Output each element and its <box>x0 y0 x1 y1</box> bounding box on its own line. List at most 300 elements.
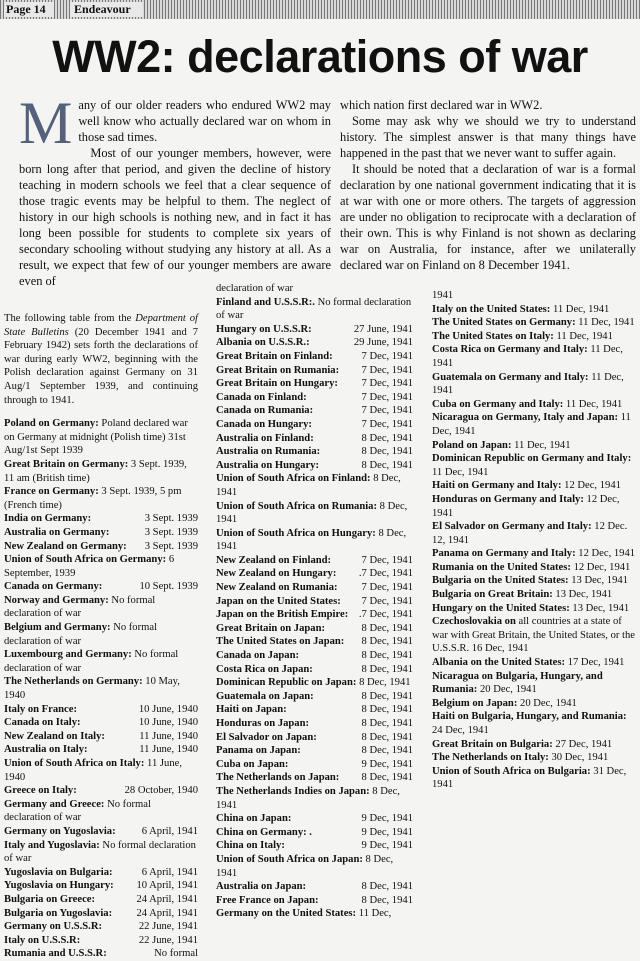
declaration-parties: Rumania and U.S.S.R: <box>4 948 107 960</box>
declaration-parties: Belgium on Japan: <box>432 697 518 709</box>
declaration-date: Poland declared war on Germany at midnight (Polish time) 31st Aug/1st Sept 1939 <box>4 418 188 457</box>
declaration-parties: The United States on Germany: <box>432 317 576 329</box>
declaration-date: all countries at a state of war with Great Britain, the United States, or the U.S.S.R. 16 Dec, 1941 <box>432 616 635 655</box>
declaration-date: 12 Dec, 1941 <box>432 493 620 519</box>
declaration-parties: The Netherlands on Italy: <box>432 752 549 764</box>
declaration-parties: India on Germany: <box>4 513 92 525</box>
declaration-parties: China on Germany: . <box>216 826 312 838</box>
declaration-date: No formal declaration of war <box>4 649 179 674</box>
declaration-entry <box>216 391 413 405</box>
article-title: WW2: declarations of war <box>52 31 588 82</box>
declaration-entry <box>216 907 413 921</box>
declaration-date: 9 Dec, 1941 <box>361 826 413 838</box>
declaration-parties: The Netherlands on Japan: <box>216 772 340 784</box>
declaration-entry <box>4 743 198 757</box>
declaration-parties: Germany on Yugoslavia: <box>4 825 116 837</box>
declaration-parties: El Salvador on Germany and Italy: <box>432 521 592 533</box>
declaration-entry <box>432 371 637 398</box>
declaration-entry <box>216 676 413 690</box>
declarations-list-2 <box>216 296 413 921</box>
declaration-entry <box>216 377 413 391</box>
declaration-date: 8 Dec, 1941 <box>361 894 413 906</box>
declaration-entry <box>4 594 198 621</box>
declaration-date: 8 Dec, 1941 <box>361 459 413 471</box>
declaration-date: 7 Dec, 1941 <box>361 364 413 376</box>
declaration-entry <box>432 656 637 670</box>
declaration-date: 7 Dec, 1941 <box>361 378 413 390</box>
declaration-entry <box>4 703 198 717</box>
intro-paragraph-4: Some may ask why we should we try to understand history. The simplest answer is that many things have happened in the past that we never want to suffer again. <box>340 114 636 160</box>
declaration-date: 9 Dec, 1941 <box>361 813 413 825</box>
declaration-parties: Poland on Japan: <box>432 439 512 451</box>
table-column-1 <box>4 312 198 961</box>
declaration-date: 8 Dec, 1941 <box>216 473 401 498</box>
declaration-entry <box>216 853 413 880</box>
declaration-entry <box>216 826 413 840</box>
declaration-date: 8 Dec, 1941 <box>361 690 413 702</box>
declaration-parties: Hungary on U.S.S.R: <box>216 323 312 335</box>
declaration-parties: Australia on Japan: <box>216 881 307 893</box>
declaration-parties: Guatemala on Germany and Italy: <box>432 371 589 383</box>
declaration-date: 8 Dec, 1941 <box>361 718 413 729</box>
declaration-date: 8 Dec, 1941 <box>361 650 413 662</box>
declaration-date: 28 October, 1940 <box>124 785 198 797</box>
declaration-entry <box>216 595 413 609</box>
declaration-parties: Greece on Italy: <box>4 785 77 797</box>
declaration-parties: Luxembourg and Germany: <box>4 649 132 661</box>
declaration-date: 12 Dec, 1941 <box>573 561 631 573</box>
declaration-entry <box>216 703 413 717</box>
declaration-parties: Australia on Germany: <box>4 526 110 538</box>
declaration-parties: Belgium and Germany: <box>4 622 111 634</box>
declaration-parties: China on Italy: <box>216 840 285 852</box>
declaration-parties: Australia on Italy: <box>4 744 88 756</box>
declaration-entry <box>216 418 413 432</box>
declaration-entry <box>216 880 413 894</box>
declaration-entry <box>432 439 637 453</box>
declaration-parties: Italy on U.S.S.R: <box>4 934 81 946</box>
declaration-parties: Bulgaria on the United States: <box>432 575 569 587</box>
declaration-date: 24 April, 1941 <box>136 893 198 905</box>
declaration-entry <box>4 417 198 458</box>
page-number: Page 14 <box>4 2 54 17</box>
declaration-date: 10 Sept. 1939 <box>139 581 198 593</box>
declaration-parties: New Zealand on Italy: <box>4 730 105 742</box>
declaration-entry <box>216 731 413 745</box>
intro-paragraph-1: any of our older readers who endured WW2 may well know who actually declared war on whom in those sad times. <box>78 98 331 144</box>
declaration-parties: The Netherlands on Germany: <box>4 676 143 688</box>
declaration-parties: Albania on U.S.S.R.: <box>216 337 310 349</box>
intro-paragraph-5: It should be noted that a declaration of war is a formal declaration by one national government indicating that it is at war with one or more others. The targets of aggression are under no obligation to reciprocate with a declaration of their own. This is why Finland is not shown as declaring war on Australia, for instance, after we unilaterally declared war on Finland on 8 December 1941. <box>340 162 636 272</box>
declaration-entry <box>216 663 413 677</box>
declaration-parties: Panama on Japan: <box>216 745 301 757</box>
declaration-parties: Japan on the British Empire: <box>216 609 349 621</box>
declaration-date: 8 Dec, 1941 <box>361 636 413 648</box>
declaration-parties: Australia on Hungary: <box>216 459 320 471</box>
declaration-parties: Bulgaria on Great Britain: <box>432 589 553 601</box>
declaration-entry <box>216 608 413 622</box>
declaration-date: 3 Sept. 1939, 5 pm (French time) <box>4 486 182 511</box>
declaration-parties: Union of South Africa on Japan: <box>216 853 363 865</box>
continued-text: 1941 <box>432 290 454 301</box>
declaration-entry <box>216 364 413 378</box>
declaration-entry <box>4 675 198 702</box>
declaration-entry <box>216 527 413 554</box>
declaration-entry <box>216 554 413 568</box>
declaration-parties: Italy on France: <box>4 703 77 715</box>
declaration-parties: Yugoslavia on Hungary: <box>4 880 114 892</box>
declaration-entry <box>432 710 637 737</box>
declaration-date: 27 Dec, 1941 <box>555 738 613 750</box>
declaration-entry <box>216 581 413 595</box>
declaration-entry <box>216 771 413 785</box>
declaration-date: 29 June, 1941 <box>353 337 413 349</box>
declaration-parties: Haiti on Japan: <box>216 704 287 716</box>
declaration-entry <box>432 343 637 370</box>
declaration-date: 6 April, 1941 <box>141 866 198 878</box>
declaration-parties: France on Germany: <box>4 486 99 498</box>
declaration-date: 7 Dec, 1941 <box>361 391 413 403</box>
declaration-date: 6 September, 1939 <box>4 554 175 579</box>
declaration-parties: Bulgaria on Greece: <box>4 893 96 905</box>
declaration-date: 11 Dec, 1941 <box>432 371 624 397</box>
declaration-parties: Great Britain on Japan: <box>216 622 325 634</box>
declaration-date: 7 Dec, 1941 <box>361 554 413 566</box>
declaration-parties: Great Britain on Finland: <box>216 350 333 362</box>
declaration-parties: Guatemala on Japan: <box>216 690 314 702</box>
declaration-parties: Canada on Finland: <box>216 391 307 403</box>
declaration-entry <box>4 907 198 921</box>
declarations-list-1 <box>4 417 198 961</box>
declaration-parties: Great Britain on Bulgaria: <box>432 738 553 750</box>
declaration-date: 8 Dec, 1941 <box>361 432 413 444</box>
declaration-entry <box>4 825 198 839</box>
declaration-entry <box>216 445 413 459</box>
declaration-parties: Great Britain on Germany: <box>4 458 129 470</box>
declaration-entry <box>432 697 637 711</box>
declaration-date: No formal declaration of war <box>4 798 151 824</box>
declaration-parties: Haiti on Germany and Italy: <box>432 480 562 492</box>
declaration-entry <box>216 296 413 323</box>
declaration-parties: Nicaragua on Bulgaria, Hungary, and Rumania: <box>432 670 603 696</box>
declaration-parties: Yugoslavia on Bulgaria: <box>4 866 113 878</box>
declaration-parties: Australia on Finland: <box>216 432 314 444</box>
declaration-date: 27 June, 1941 <box>353 323 413 335</box>
intro-right-column <box>340 97 636 273</box>
declaration-parties: Honduras on Japan: <box>216 718 310 729</box>
declaration-entry <box>432 330 637 344</box>
declaration-date: 13 Dec, 1941 <box>572 602 630 614</box>
declaration-date: 3 Sept. 1939, 11 am (British time) <box>4 458 187 484</box>
declaration-entry <box>4 934 198 948</box>
intro-left-column <box>19 90 331 289</box>
declaration-date: 11 Dec, 1941 <box>432 466 489 478</box>
declaration-date: 8 Dec, 1941 <box>216 853 394 879</box>
declaration-date: 8 Dec, 1941 <box>216 500 408 526</box>
declaration-parties: Union of South Africa on Rumania: <box>216 500 377 512</box>
declaration-parties: The United States on Japan: <box>216 636 345 648</box>
declaration-entry <box>4 947 198 961</box>
declaration-date: 22 June, 1941 <box>138 934 198 946</box>
declaration-entry <box>432 520 637 547</box>
declaration-entry <box>4 553 198 580</box>
declaration-parties: Union of South Africa on Germany: <box>4 554 167 566</box>
declaration-entry <box>216 472 413 499</box>
declaration-date: 10 May, 1940 <box>4 676 180 702</box>
declaration-date: 11 Dec, <box>358 908 392 920</box>
declaration-date: 24 Dec, 1941 <box>432 725 489 736</box>
declaration-entry <box>432 588 637 602</box>
declaration-parties: The United States on Italy: <box>432 330 554 342</box>
declaration-date: 11 Dec, 1941 <box>514 439 571 451</box>
declaration-parties: Rumania on the United States: <box>432 561 571 573</box>
declaration-entry <box>432 615 637 656</box>
declaration-date: 8 Dec, 1941 <box>361 704 413 716</box>
declaration-date: 13 Dec, 1941 <box>555 589 613 601</box>
declaration-entry <box>216 785 413 812</box>
declaration-parties: Union of South Africa on Italy: <box>4 758 145 769</box>
declaration-parties: The Netherlands Indies on Japan: <box>216 785 370 797</box>
declaration-date: No formal declaration of war <box>216 296 412 322</box>
declaration-parties: Dominican Republic on Japan: <box>216 677 357 689</box>
declaration-entry <box>216 336 413 350</box>
declaration-entry <box>216 649 413 663</box>
declaration-date: 7 Dec, 1941 <box>361 405 413 417</box>
intro-paragraph-2: Most of our younger members, however, were born long after that period, and given the decline of history teaching in modern schools we feel that a clear sequence of those tragic events may be helpful to them. The neglect of history in our high schools is nothing new, and in fact it has long been possible for students to complete six years of secondary schooling without studying any history at all. As a result, we expect that few of our younger members are aware even of <box>19 146 331 288</box>
declaration-date: 10 April, 1941 <box>136 880 198 892</box>
intro-paragraph-3: which nation first declared war in WW2. <box>340 98 543 112</box>
declaration-parties: Canada on Rumania: <box>216 405 314 417</box>
declaration-date: 8 Dec, 1941 <box>216 785 400 811</box>
declarations-list-3 <box>432 303 637 792</box>
declaration-entry <box>4 893 198 907</box>
declaration-date: 30 Dec, 1941 <box>551 752 609 764</box>
declaration-entry <box>216 839 413 853</box>
declaration-entry <box>432 765 637 792</box>
declaration-date: 11 Dec, 1941 <box>565 398 623 410</box>
declaration-entry <box>216 758 413 772</box>
declaration-date: 8 Dec, 1941 <box>359 677 411 689</box>
declaration-parties: Germany on the United States: <box>216 908 357 920</box>
declaration-date: 8 Dec, 1941 <box>361 622 413 634</box>
declaration-date: 3 Sept. 1939 <box>144 540 198 552</box>
declaration-parties: New Zealand on Finland: <box>216 554 332 566</box>
declaration-parties: Italy on the United States: <box>432 303 551 315</box>
declaration-entry <box>432 561 637 575</box>
declaration-parties: New Zealand on Rumania: <box>216 582 338 594</box>
declaration-date: 8 Dec, 1941 <box>216 527 407 553</box>
declaration-entry <box>432 574 637 588</box>
drop-cap: M <box>19 90 73 156</box>
source-title: Department of State Bulletins <box>4 313 199 338</box>
declaration-date: 3 Sept. 1939 <box>144 526 198 538</box>
declaration-date: 20 Dec, 1941 <box>479 684 537 696</box>
declaration-parties: Great Britain on Rumania: <box>216 364 340 376</box>
declaration-entry <box>4 866 198 880</box>
declaration-parties: New Zealand on Germany: <box>4 540 127 552</box>
declaration-entry <box>4 580 198 594</box>
declaration-entry <box>4 730 198 744</box>
declaration-date: 8 Dec, 1941 <box>361 745 413 757</box>
declaration-date: 12 Dec, 1941 <box>578 548 636 560</box>
declaration-entry <box>432 303 637 317</box>
declaration-entry <box>216 500 413 527</box>
declaration-date: 8 Dec, 1941 <box>361 772 413 784</box>
declaration-date: No formal declaration of war <box>4 839 196 865</box>
declaration-date: 17 Dec, 1941 <box>567 657 625 669</box>
declaration-entry <box>432 398 637 412</box>
declaration-parties: Albania on the United States: <box>432 657 566 669</box>
declaration-entry <box>432 751 637 765</box>
declaration-entry <box>432 738 637 752</box>
declaration-entry <box>4 540 198 554</box>
declaration-parties: Haiti on Bulgaria, Hungary, and Rumania: <box>432 711 627 723</box>
declaration-entry <box>432 547 637 561</box>
declaration-date: 8 Dec, 1941 <box>361 663 413 675</box>
declaration-date: 9 Dec, 1941 <box>361 758 413 770</box>
declaration-date: 11 June, 1940 <box>139 730 198 742</box>
table-column-2 <box>216 282 413 921</box>
declaration-parties: Dominican Republic on Germany and Italy: <box>432 453 632 465</box>
declaration-parties: Finland and U.S.S.R:. <box>216 296 315 308</box>
declaration-date: 11 Dec, 1941 <box>552 303 610 315</box>
declaration-entry <box>432 602 637 616</box>
declaration-date: 10 June, 1940 <box>138 703 198 715</box>
declaration-entry <box>216 717 413 731</box>
declaration-parties: Germany on U.S.S.R: <box>4 921 102 933</box>
declaration-date: 13 Dec, 1941 <box>571 575 628 587</box>
declaration-date: 3 Sept. 1939 <box>144 513 198 525</box>
continued-text: declaration of war <box>216 283 294 294</box>
declaration-entry <box>216 459 413 473</box>
declaration-parties: Norway and Germany: <box>4 594 109 606</box>
declaration-date: .7 Dec, 1941 <box>358 568 413 580</box>
declaration-date: No formal declaration of war <box>4 594 156 620</box>
declaration-date: 10 June, 1940 <box>138 717 198 729</box>
declaration-parties: Germany and Greece: <box>4 798 105 810</box>
declaration-date: 11 Dec, 1941 <box>432 344 623 369</box>
table-column-3 <box>432 289 637 792</box>
declaration-date: 31 Dec, 1941 <box>432 765 627 791</box>
declaration-entry <box>432 670 637 697</box>
declaration-parties: Free France on Japan: <box>216 894 319 906</box>
declaration-parties: Canada on Italy: <box>4 717 81 729</box>
declaration-parties: Honduras on Germany and Italy: <box>432 493 584 505</box>
declaration-parties: Poland on Germany: <box>4 418 99 430</box>
declaration-date: 12 Dec, 1941 <box>564 480 621 492</box>
magazine-name: Endeavour <box>70 2 143 17</box>
declaration-entry <box>432 316 637 330</box>
declaration-entry <box>4 798 198 825</box>
declaration-entry <box>4 621 198 648</box>
declaration-entry <box>4 757 198 784</box>
declaration-date: 8 Dec, 1941 <box>361 731 413 743</box>
declaration-entry <box>4 784 198 798</box>
declaration-entry <box>216 432 413 446</box>
declaration-date: No formal <box>154 948 198 960</box>
declaration-entry <box>216 894 413 908</box>
declaration-parties: Costa Rica on Germany and Italy: <box>432 344 588 356</box>
declaration-date: 12 Dec. 12, 1941 <box>432 521 628 546</box>
declaration-date: 8 Dec, 1941 <box>361 446 413 458</box>
table-intro: The following table from the Department of State Bulletins (20 December 1941 and 7 February 1942) sets forth the declarations of war during early WW2, beginning with the Polish declaration against Germany on 31 Aug/1 September 1939, and continuing through to 1941. <box>4 313 199 406</box>
declaration-entry <box>4 879 198 893</box>
declaration-parties: Italy and Yugoslavia: <box>4 839 100 851</box>
declaration-entry <box>432 479 637 493</box>
declaration-entry <box>4 485 198 512</box>
declaration-date: 7 Dec, 1941 <box>361 350 413 362</box>
declaration-entry <box>216 812 413 826</box>
declaration-date: 7 Dec, 1941 <box>361 582 413 594</box>
declaration-entry <box>216 323 413 337</box>
declaration-date: 9 Dec, 1941 <box>361 840 413 852</box>
declaration-date: No formal declaration of war <box>4 622 158 647</box>
declaration-parties: Canada on Germany: <box>4 581 103 593</box>
declaration-parties: Panama on Germany and Italy: <box>432 548 576 560</box>
declaration-entry <box>4 648 198 675</box>
declaration-parties: Costa Rica on Japan: <box>216 663 313 675</box>
declaration-date: 11 Dec, 1941 <box>578 317 635 329</box>
declaration-parties: Canada on Hungary: <box>216 418 312 430</box>
declaration-date: 20 Dec, 1941 <box>520 697 577 709</box>
declaration-parties: Bulgaria on Yugoslavia: <box>4 907 113 919</box>
declaration-parties: Union of South Africa on Finland: <box>216 473 371 485</box>
declaration-entry <box>4 512 198 526</box>
declaration-parties: Canada on Japan: <box>216 650 300 662</box>
declaration-entry <box>4 839 198 866</box>
declaration-date: 11 Dec, 1941 <box>432 412 631 437</box>
declaration-parties: Union of South Africa on Hungary: <box>216 527 376 539</box>
declaration-entry <box>216 404 413 418</box>
declaration-entry <box>216 622 413 636</box>
declaration-date: 7 Dec, 1941 <box>361 418 413 430</box>
declaration-entry <box>216 690 413 704</box>
declaration-parties: Nicaragua on Germany, Italy and Japan: <box>432 412 618 424</box>
page-header <box>0 0 640 19</box>
declaration-date: 22 June, 1941 <box>138 921 198 933</box>
declaration-entry <box>432 452 637 479</box>
declaration-parties: Cuba on Japan: <box>216 758 289 770</box>
declaration-date: 7 Dec, 1941 <box>361 595 413 607</box>
declaration-entry <box>4 526 198 540</box>
declaration-date: 11 June, 1940 <box>139 744 198 756</box>
declaration-entry <box>216 350 413 364</box>
declaration-parties: Union of South Africa on Bulgaria: <box>432 765 591 777</box>
declaration-parties: Japan on the United States: <box>216 595 341 607</box>
declaration-parties: Australia on Rumania: <box>216 446 321 458</box>
declaration-entry <box>216 567 413 581</box>
declaration-date: 11 Dec, 1941 <box>556 330 613 342</box>
declaration-parties: New Zealand on Hungary: <box>216 568 337 580</box>
declaration-parties: Czechoslovakia on <box>432 616 516 628</box>
declaration-date: 11 June, 1940 <box>4 758 182 783</box>
declaration-date: 24 April, 1941 <box>136 907 198 919</box>
declaration-entry <box>216 635 413 649</box>
declaration-date: 6 April, 1941 <box>141 825 198 837</box>
declaration-entry <box>216 744 413 758</box>
declaration-parties: Cuba on Germany and Italy: <box>432 398 564 410</box>
declaration-parties: China on Japan: <box>216 813 292 825</box>
declaration-parties: El Salvador on Japan: <box>216 731 317 743</box>
declaration-date: .7 Dec, 1941 <box>358 609 413 621</box>
declaration-entry <box>4 716 198 730</box>
declaration-parties: Hungary on the United States: <box>432 602 570 614</box>
declaration-parties: Great Britain on Hungary: <box>216 378 338 390</box>
declaration-entry <box>4 458 198 485</box>
declaration-entry <box>432 493 637 520</box>
declaration-date: 8 Dec, 1941 <box>361 881 413 893</box>
declaration-entry <box>4 920 198 934</box>
